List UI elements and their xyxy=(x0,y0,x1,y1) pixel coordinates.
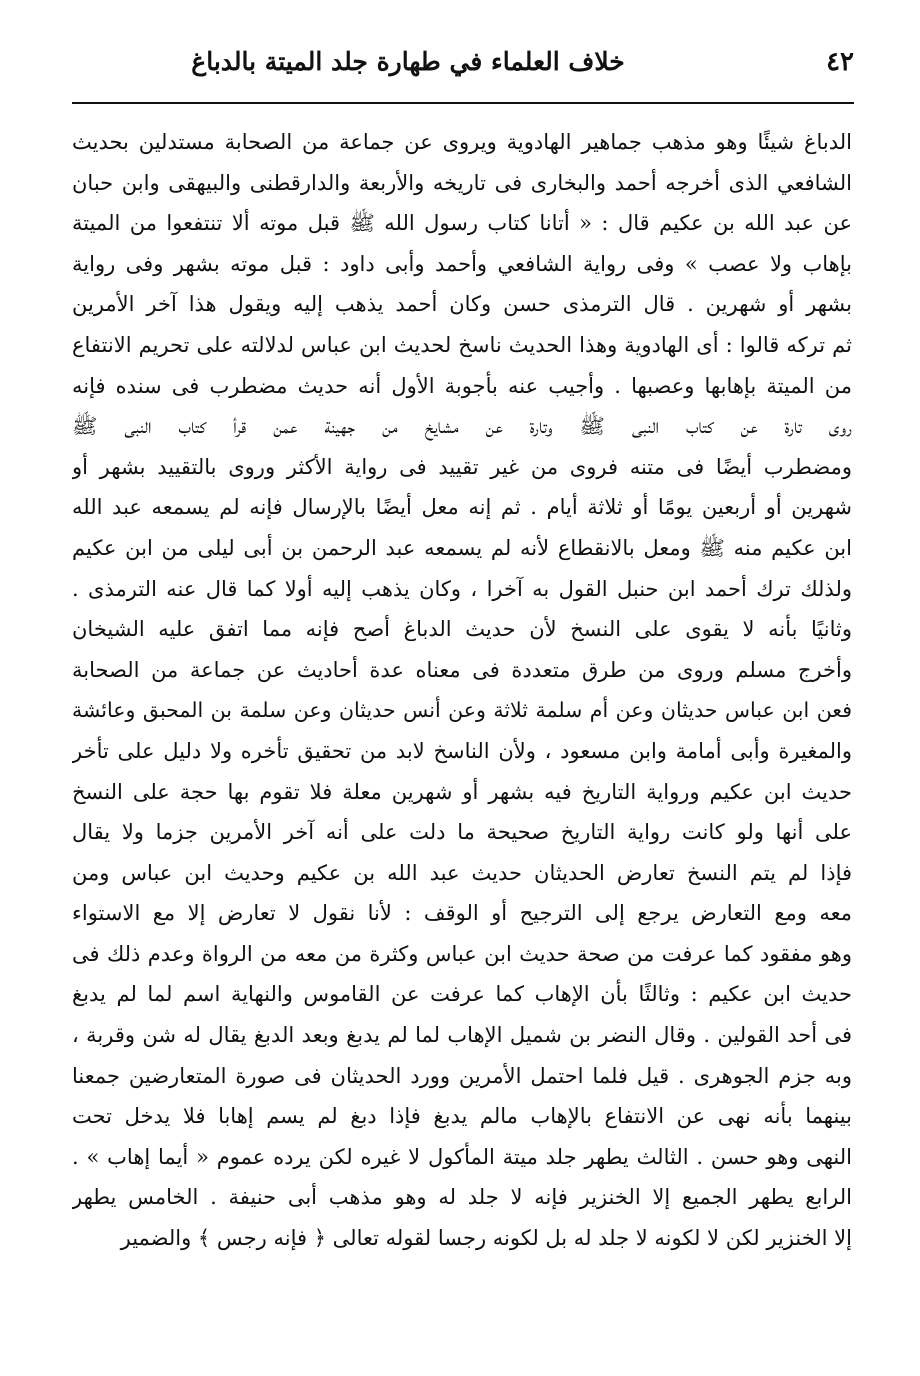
text-line: الشافعي الذى أخرجه أحمد والبخارى فى تاريخه والأربعة والدارقطنى والبيهقى وابن حبان xyxy=(72,170,852,195)
page-number: ٤٢ xyxy=(826,47,854,77)
text-line: بينهما بأنه نهى عن الانتفاع بالإهاب مالم يدبغ فإذا دبغ لم يسم إهابا فلا يدخل تحت xyxy=(72,1104,852,1129)
text-line: وهو مفقود كما عرفت من صحة حديث ابن عباس وكثرة من معه من الرواة وعدم ذلك فى xyxy=(72,941,852,966)
text-line: ثم تركه قالوا : أى الهادوية وهذا الحديث ناسخ لحديث ابن عباس لدلالته على تحريم الانتفاع xyxy=(72,332,852,357)
text-line: من الميتة بإهابها وعصبها . وأجيب عنه بأجوبة الأول أنه حديث مضطرب فى سنده فإنه xyxy=(72,373,852,398)
text-line: ومضطرب أيضًا فى متنه فروى من غير تقييد فى رواية الأكثر وروى بالتقييد بشهر أو xyxy=(72,454,852,479)
text-line: ولذلك ترك أحمد ابن حنبل القول به آخرا ، وكان يذهب إليه أولا كما قال عنه الترمذى . xyxy=(72,576,852,601)
running-title: خلاف العلماء في طهارة جلد الميتة بالدباغ xyxy=(191,47,625,76)
page-header xyxy=(72,40,854,88)
body-text xyxy=(72,122,852,1259)
text-line: الدباغ شيئًا وهو مذهب جماهير الهادوية ويروى عن جماعة من الصحابة مستدلين بحديث xyxy=(72,130,852,154)
text-line: عن عبد الله بن عكيم قال : « أتانا كتاب رسول الله ﷺ قبل موته ألا تنتفعوا من الميتة xyxy=(72,211,852,236)
text-line: على أنها ولو كانت رواية التاريخ صحيحة ما دلت على أنه آخر الأمرين جزما ولا يقال xyxy=(72,820,852,845)
text-line: بشهر أو شهرين . قال الترمذى حسن وكان أحمد يذهب إليه ويقول هذا آخر الأمرين xyxy=(72,292,852,317)
text-line: وثانيًا بأنه لا يقوى على النسخ لأن حديث الدباغ أصح فإنه مما اتفق عليه الشيخان xyxy=(72,617,852,642)
text-line: الرابع يطهر الجميع إلا الخنزير فإنه لا جلد له وهو مذهب أبى حنيفة . الخامس يطهر xyxy=(72,1185,852,1210)
text-line: إلا الخنزير لكن لا لكونه لا جلد له بل لكونه رجسا لقوله تعالى ﴿ فإنه رجس ﴾ والضمير xyxy=(120,1226,852,1251)
text-line: حديث ابن عكيم ورواية التاريخ فيه بشهر أو شهرين معلة فلا تقوم بها حجة على النسخ xyxy=(72,779,852,804)
text-line: بإهاب ولا عصب » وفى رواية الشافعي وأحمد وأبى داود : قبل موته بشهر وفى رواية xyxy=(72,251,852,276)
text-line: ابن عكيم منه ﷺ ومعل بالانقطاع لأنه لم يسمعه عبد الرحمن بن أبى ليلى من ابن عكيم xyxy=(72,535,852,560)
text-line: روى تارة عن كتاب النبى ﷺ وتارة عن مشايخ من جهينة عمن قرأ كتاب النبى ﷺ xyxy=(72,414,852,439)
text-line: فإذا لم يتم النسخ تعارض الحديثان حديث عبد الله بن عكيم وحديث ابن عباس ومن xyxy=(72,860,852,885)
text-line: شهرين أو أربعين يومًا أو ثلاثة أيام . ثم إنه معل أيضًا بالإرسال فإنه لم يسمعه عبد الله xyxy=(72,495,852,520)
header-rule xyxy=(72,102,854,104)
text-line: حديث ابن عكيم : وثالثًا بأن الإهاب كما عرفت عن القاموس والنهاية اسم لما لم يدبغ xyxy=(72,982,852,1007)
text-line: والمغيرة وأبى أمامة وابن مسعود ، ولأن الناسخ لابد من تحقيق تأخره ولا دليل على تأخر xyxy=(72,738,852,763)
text-line: وبه جزم الجوهرى . قيل فلما احتمل الأمرين وورد الحديثان فى صورة المتعارضين جمعنا xyxy=(72,1063,852,1088)
text-line: وأخرج مسلم وروى من طرق متعددة فى معناه عدة أحاديث عن جماعة من الصحابة xyxy=(72,657,852,682)
text-line: معه ومع التعارض يرجع إلى الترجيح أو الوقف : لأنا نقول لا تعارض إلا مع الاستواء xyxy=(72,901,852,926)
text-line: النهى وهو حسن . الثالث يطهر جلد ميتة المأكول لا غيره لكن يرده عموم « أيما إهاب » . xyxy=(72,1144,852,1169)
text-line: فى أحد القولين . وقال النضر بن شميل الإهاب لما لم يدبغ وبعد الدبغ يقال له شن وقربة ، xyxy=(72,1023,852,1048)
text-line: فعن ابن عباس حديثان وعن أم سلمة ثلاثة وعن أنس حديثان وعن سلمة بن المحبق وعائشة xyxy=(72,698,852,723)
